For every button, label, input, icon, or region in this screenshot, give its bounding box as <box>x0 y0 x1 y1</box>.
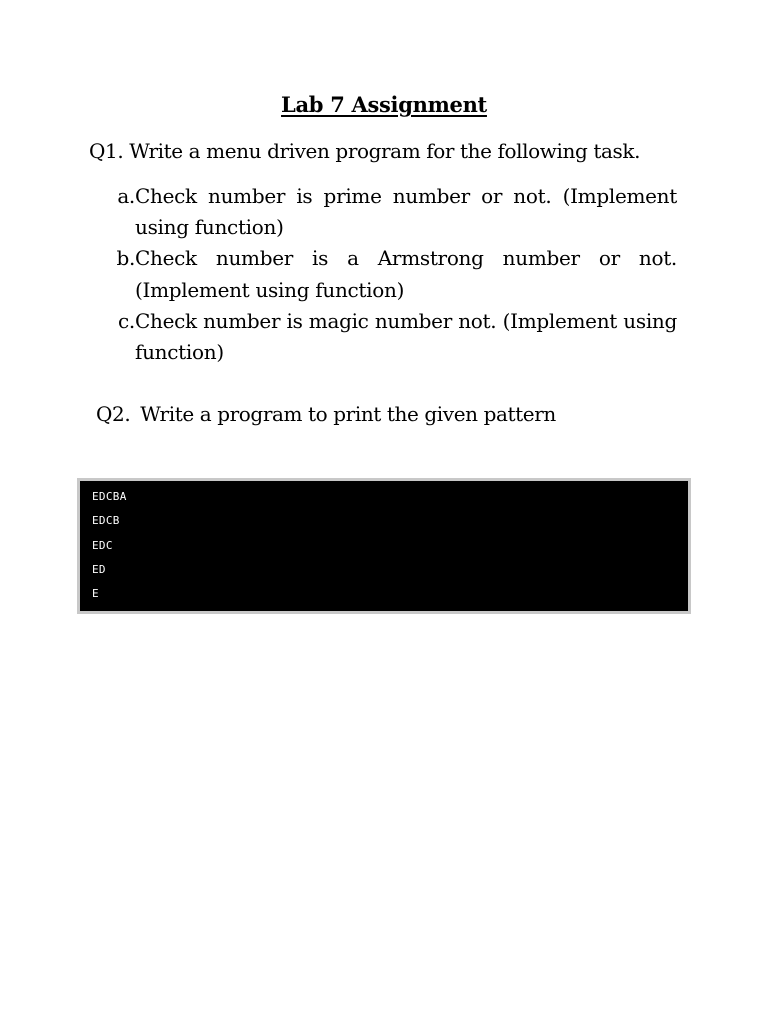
task-letter: c. <box>118 308 135 333</box>
pattern-line: EDCB <box>92 514 120 527</box>
task-text: Check number is a Armstrong number or not. (Implement using function) <box>135 246 677 302</box>
task-text: Check number is prime number or not. (Implement using function) <box>135 184 677 240</box>
task-letter: a. <box>117 184 135 208</box>
question-2-number: Q2. <box>96 402 131 426</box>
document-title: Lab 7 Assignment <box>281 92 487 117</box>
task-item <box>105 306 677 368</box>
pattern-output-console <box>77 478 691 614</box>
task-item <box>105 243 677 305</box>
pattern-line: ED <box>92 563 106 576</box>
pattern-line: E <box>92 587 99 600</box>
question-1-task-list <box>105 181 677 368</box>
task-letter: b. <box>116 246 135 271</box>
task-text: Check number is magic number not. (Implement using function) <box>135 308 677 365</box>
pattern-line: EDCBA <box>92 490 127 503</box>
question-2 <box>96 402 556 426</box>
pattern-line: EDC <box>92 539 113 552</box>
question-2-text: Write a program to print the given pattern <box>140 402 556 426</box>
question-1: Q1. Write a menu driven program for the following task. <box>89 139 641 163</box>
task-item <box>105 181 677 243</box>
